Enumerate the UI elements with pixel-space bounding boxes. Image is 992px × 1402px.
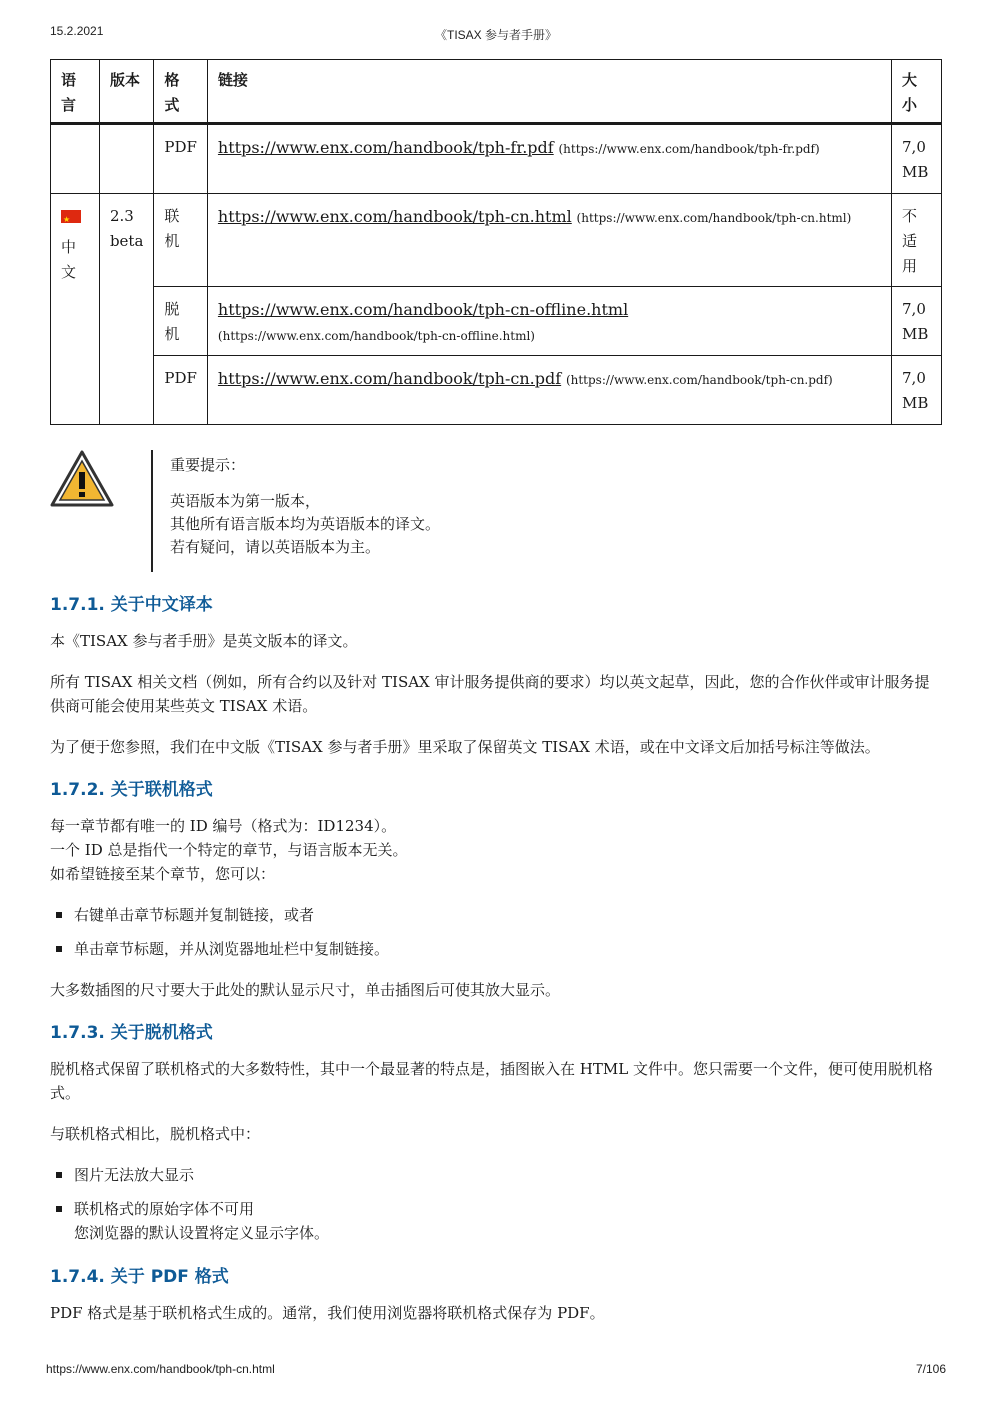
cell-format: 脱 机	[154, 287, 208, 356]
download-table	[50, 59, 942, 425]
link-tph-cn-offline[interactable]: https://www.enx.com/handbook/tph-cn-offline.html	[217, 300, 629, 319]
notice-line: 其他所有语言版本均为英语版本的译文。	[170, 515, 441, 533]
cell-link	[207, 356, 891, 425]
cell-size: 7,0 MB	[892, 124, 942, 194]
list-item-line: 您浏览器的默认设置将定义显示字体。	[74, 1224, 330, 1242]
paragraph: 与联机格式相比，脱机格式中：	[50, 1125, 261, 1143]
col-header-format: 格 式	[154, 60, 208, 124]
list-item: 单击章节标题，并从浏览器地址栏中复制链接。	[50, 937, 942, 961]
link-tph-cn-pdf[interactable]: https://www.enx.com/handbook/tph-cn.pdf	[217, 369, 562, 388]
col-header-link: 链接	[207, 60, 891, 124]
list-item	[50, 1197, 942, 1245]
paragraph	[50, 814, 942, 886]
paragraph-line: 每一章节都有唯一的 ID 编号（格式为：ID1234）。	[50, 817, 397, 835]
bullet-list	[50, 1163, 942, 1245]
print-header	[50, 24, 942, 42]
main-content	[50, 590, 942, 1342]
table-row	[51, 124, 942, 194]
notice-line: 英语版本为第一版本，	[170, 492, 321, 510]
list-item: 图片无法放大显示	[50, 1163, 942, 1187]
section-heading-1-7-2[interactable]: 1.7.2. 关于联机格式	[50, 780, 213, 800]
col-header-version: 版本	[99, 60, 153, 124]
cell-link	[207, 287, 891, 356]
important-notice	[50, 450, 750, 572]
footer-url: https://www.enx.com/handbook/tph-cn.html	[46, 1362, 275, 1376]
table-header-row	[51, 60, 942, 124]
page-number: 7/106	[915, 1362, 946, 1376]
language-label: 中 文	[61, 238, 77, 281]
link-tph-fr-pdf[interactable]: https://www.enx.com/handbook/tph-fr.pdf	[217, 138, 554, 157]
warning-triangle-icon	[50, 450, 114, 508]
print-footer	[46, 1362, 946, 1378]
paragraph-line: 如希望链接至某个章节，您可以：	[50, 865, 276, 883]
paragraph: 脱机格式保留了联机格式的大多数特性，其中一个最显著的特点是，插图嵌入在 HTML 文件中。您只需要一个文件，便可使用脱机格式。	[50, 1060, 933, 1102]
cell-format: PDF	[154, 124, 208, 194]
cell-size: 7,0 MB	[892, 356, 942, 425]
paragraph: 所有 TISAX 相关文档（例如，所有合约以及针对 TISAX 审计服务提供商的要求）均以英文起草，因此，您的合作伙伴或审计服务提供商可能会使用某些英文 TISAX 术语。	[50, 673, 930, 715]
cell-link	[207, 194, 891, 287]
cell-format: PDF	[154, 356, 208, 425]
paragraph: 本《TISAX 参与者手册》是英文版本的译文。	[50, 632, 358, 650]
section-heading-1-7-1[interactable]: 1.7.1. 关于中文译本	[50, 595, 213, 615]
link-tph-cn-html[interactable]: https://www.enx.com/handbook/tph-cn.html	[217, 207, 572, 226]
table-row	[51, 356, 942, 425]
section-heading-1-7-3[interactable]: 1.7.3. 关于脱机格式	[50, 1023, 213, 1043]
notice-text	[170, 454, 440, 559]
col-header-language: 语 言	[51, 60, 100, 124]
table-row	[51, 194, 942, 287]
cell-language	[51, 194, 100, 425]
paragraph: 为了便于您参照，我们在中文版《TISAX 参与者手册》里采取了保留英文 TISAX 术语，或在中文译文后加括号标注等做法。	[50, 738, 880, 756]
link-url-text: (https://www.enx.com/handbook/tph-cn-offline.html)	[217, 329, 535, 343]
notice-divider	[151, 450, 153, 572]
cell-link	[207, 124, 891, 194]
china-flag-icon	[61, 210, 81, 223]
cell-format: 联 机	[154, 194, 208, 287]
list-item: 右键单击章节标题并复制链接，或者	[50, 903, 942, 927]
section-heading-1-7-4[interactable]: 1.7.4. 关于 PDF 格式	[50, 1267, 229, 1287]
cell-version	[99, 124, 153, 194]
table-row	[51, 287, 942, 356]
print-date: 15.2.2021	[50, 24, 104, 38]
paragraph: 大多数插图的尺寸要大于此处的默认显示尺寸，单击插图后可使其放大显示。	[50, 981, 561, 999]
list-item-line: 联机格式的原始字体不可用	[74, 1200, 255, 1218]
notice-title: 重要提示：	[170, 456, 246, 474]
bullet-list	[50, 903, 942, 961]
col-header-size: 大 小	[892, 60, 942, 124]
paragraph: PDF 格式是基于联机格式生成的。通常，我们使用浏览器将联机格式保存为 PDF。	[50, 1304, 605, 1322]
cell-size: 不 适 用	[892, 194, 942, 287]
link-url-text: (https://www.enx.com/handbook/tph-cn.pdf)	[565, 373, 833, 387]
cell-language	[51, 124, 100, 194]
print-title: 《TISAX 参与者手册》	[434, 28, 557, 42]
cell-size: 7,0 MB	[892, 287, 942, 356]
cell-version: 2.3 beta	[99, 194, 153, 425]
link-url-text: (https://www.enx.com/handbook/tph-fr.pdf)	[558, 142, 820, 156]
link-url-text: (https://www.enx.com/handbook/tph-cn.html)	[576, 211, 852, 225]
notice-line: 若有疑问，请以英语版本为主。	[170, 538, 381, 556]
paragraph-line: 一个 ID 总是指代一个特定的章节，与语言版本无关。	[50, 841, 408, 859]
